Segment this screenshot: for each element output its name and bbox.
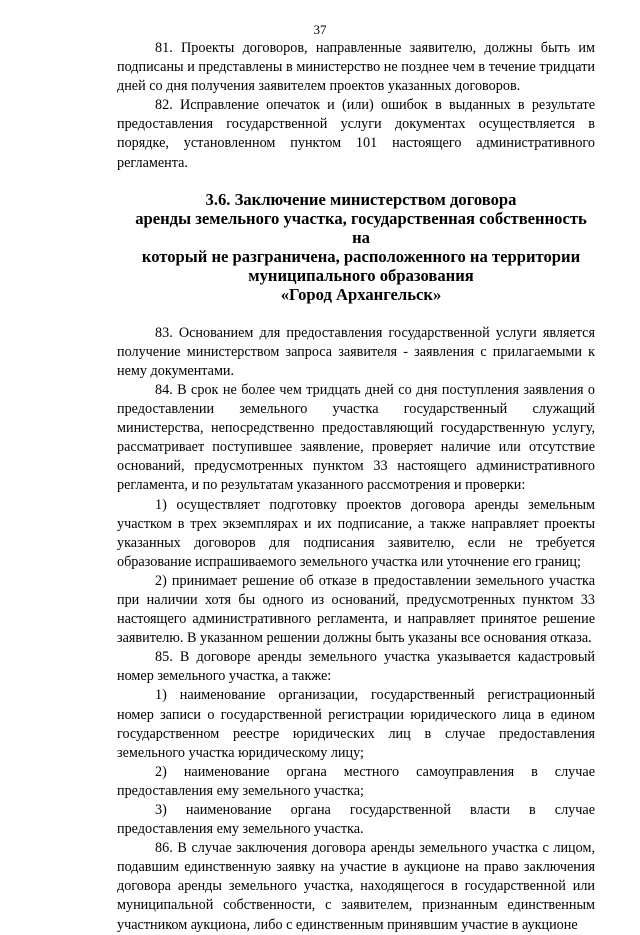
section-title-line: «Город Архангельск»	[280, 284, 442, 304]
paragraph-85-item-2: 2) наименование органа местного самоуправления в случае предоставления ему земельного участка;	[117, 763, 595, 799]
paragraph-81: 81. Проекты договоров, направленные заявителю, должны быть им подписаны и представлены в министерство не позднее чем в течение тридцати дней со дня получения заявителем проектов указанных договоров.	[117, 40, 595, 95]
document-body	[117, 39, 595, 935]
paragraph-82: 82. Исправление опечаток и (или) ошибок в выданных в результате предоставления государственной услуги документах осуществляется в порядке, установленном пунктом 101 настоящего административного регламента.	[117, 97, 595, 171]
paragraph-85-item-3: 3) наименование органа государственной власти в случае предоставления ему земельного участка.	[117, 802, 595, 838]
section-title	[117, 190, 595, 304]
paragraph-84: 84. В срок не более чем тридцать дней со дня поступления заявления о предоставлении земельного участка государственный служащий министерства, непосредственно предоставляющий государственную услугу, рассматривает поступившее заявление, проверяет наличие или отсутствие оснований, предусмотренных пунктом 33 настоящего административного регламента, и по результатам указанного рассмотрения и проверки:	[117, 381, 595, 494]
paragraph-83: 83. Основанием для предоставления государственной услуги является получение министерством запроса заявителя - заявления с прилагаемыми к нему документами.	[117, 324, 595, 379]
section-title-line: который не разграничена, расположенного на территории	[141, 246, 581, 266]
paragraph-86: 86. В случае заключения договора аренды земельного участка с лицом, подавшим единственную заявку на участие в аукционе на право заключения договора аренды земельного участка, находящегося в государственной или муниципальной собственности, с заявителем, признанным единственным участником аукциона, либо с единственным принявшим участие в аукционе	[117, 840, 595, 933]
section-title-line: муниципального образования	[248, 265, 474, 285]
paragraph-84-item-2: 2) принимает решение об отказе в предоставлении земельного участка при наличии хотя бы одного из оснований, предусмотренных пунктом 33 настоящего административного регламента, и направляет принятое решение заявителю. В указанном решении должны быть указаны все основания отказа.	[117, 572, 595, 647]
paragraph-84-item-1: 1) осуществляет подготовку проектов договора аренды земельным участком в трех экземплярах и их подписание, а также направляет проекты указанных договоров для подписания заявителю, если не требуется образование испрашиваемого земельного участка или уточнение его границ;	[117, 496, 595, 570]
paragraph-85-item-1: 1) наименование организации, государственный регистрационный номер записи о государственной регистрации юридического лица в едином государственном реестре юридических лиц в случае предоставления земельного участка юридическому лицу;	[117, 687, 595, 761]
section-title-line: 3.6. Заключение министерством договора	[205, 189, 517, 209]
paragraph-85: 85. В договоре аренды земельного участка указывается кадастровый номер земельного участка, а также:	[117, 649, 595, 685]
page-number: 37	[313, 22, 327, 37]
section-title-line: аренды земельного участка, государственная собственность на	[135, 208, 587, 247]
